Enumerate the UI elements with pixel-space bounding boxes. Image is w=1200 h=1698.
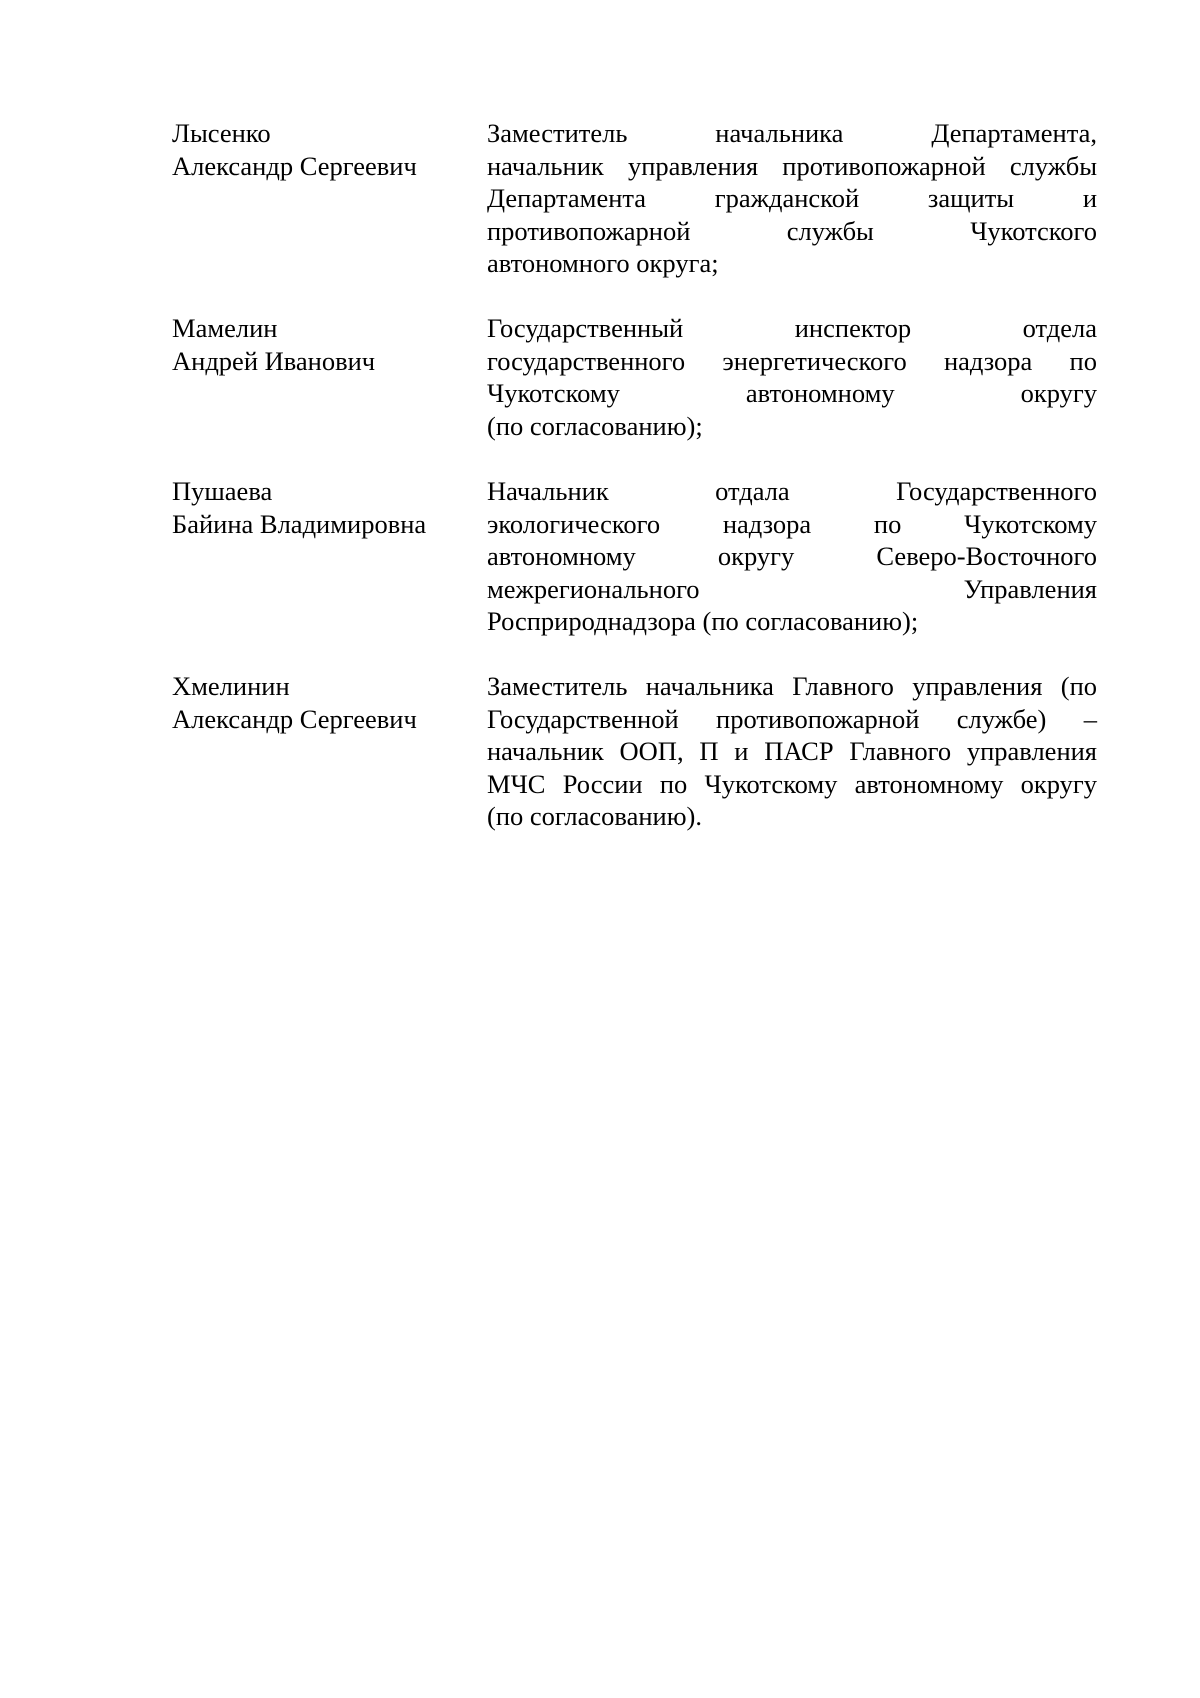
- member-surname: Хмелинин: [172, 671, 290, 701]
- member-given-names: Александр Сергеевич: [172, 703, 417, 734]
- position-line: Государственный инспектор отдела: [487, 313, 1097, 343]
- member-name: [172, 117, 472, 182]
- position-line: автономного округа;: [487, 248, 719, 278]
- member-surname: Мамелин: [172, 313, 278, 343]
- member-given-names: Байина Владимировна: [172, 508, 427, 539]
- position-line: автономному округу Северо-Восточного: [487, 541, 1097, 571]
- member-name: [172, 670, 472, 735]
- member-position: [487, 475, 1097, 638]
- position-line: экологического надзора по Чукотскому: [487, 508, 1097, 539]
- position-line: МЧС России по Чукотскому автономному округу: [487, 768, 1097, 799]
- position-line: начальник управления противопожарной службы: [487, 150, 1097, 181]
- member-position: [487, 670, 1097, 833]
- member-given-names: Александр Сергеевич: [172, 150, 417, 181]
- member-name: [172, 312, 472, 377]
- position-line: Чукотскому автономному округу: [487, 378, 1097, 408]
- member-surname: Пушаева: [172, 476, 273, 506]
- position-line: Росприроднадзора (по согласованию);: [487, 606, 919, 636]
- position-line: Заместитель начальника Главного управления (по: [487, 671, 1097, 701]
- position-line: (по согласованию);: [487, 410, 703, 441]
- position-line: (по согласованию).: [487, 801, 702, 831]
- position-line: Департамента гражданской защиты и: [487, 183, 1097, 213]
- position-line: Заместитель начальника Департамента,: [487, 118, 1097, 148]
- member-name: [172, 475, 472, 540]
- member-surname: Лысенко: [172, 118, 271, 148]
- member-position: [487, 312, 1097, 442]
- position-line: Начальник отдала Государственного: [487, 476, 1097, 506]
- member-given-names: Андрей Иванович: [172, 345, 376, 376]
- member-position: [487, 117, 1097, 280]
- position-line: противопожарной службы Чукотского: [487, 215, 1097, 246]
- position-line: межрегионального Управления: [487, 573, 1097, 604]
- position-line: государственного энергетического надзора по: [487, 345, 1097, 376]
- position-line: начальник ООП, П и ПАСР Главного управления: [487, 736, 1097, 766]
- position-line: Государственной противопожарной службе) –: [487, 703, 1097, 734]
